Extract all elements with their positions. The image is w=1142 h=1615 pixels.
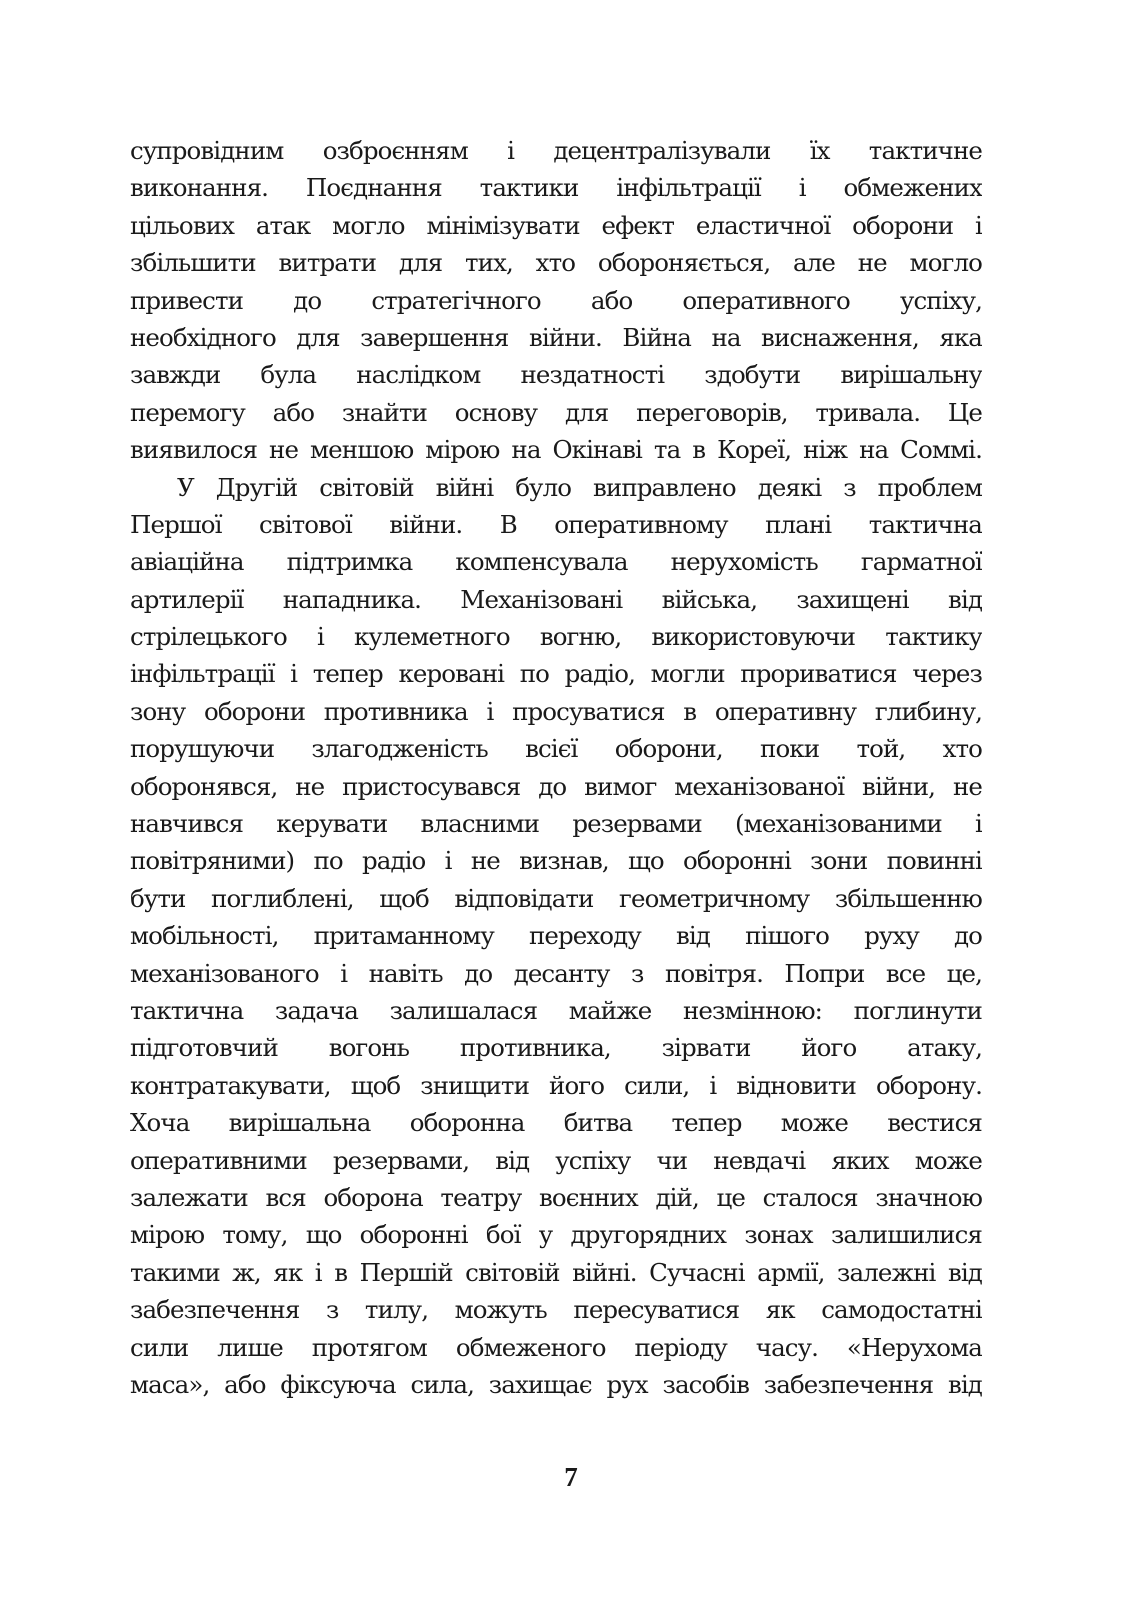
paragraph-2: [130, 469, 982, 1404]
text-line: залежати вся оборона театру воєнних дій, це сталося значною: [130, 1182, 982, 1212]
page-number: 7: [564, 1462, 578, 1492]
text-line: артилерії нападника. Механізовані війська, захищені від: [130, 584, 982, 614]
text-line: завжди була наслідком нездатності здобути вирішальну: [130, 360, 982, 390]
text-line: Першої світової війни. В оперативному плані тактична: [130, 509, 982, 539]
text-line: забезпечення з тилу, можуть пересуватися як самодостатні: [130, 1295, 982, 1325]
text-line: механізованого і навіть до десанту з повітря. Попри все це,: [130, 958, 982, 988]
text-line: цільових атак могло мінімізувати ефект еластичної оборони і: [130, 210, 982, 240]
text-line: виявилося не меншою мірою на Окінаві та в Кореї, ніж на Соммі.: [130, 435, 982, 465]
text-line: повітряними) по радіо і не визнав, що оборонні зони повинні: [130, 846, 982, 876]
text-line: оперативними резервами, від успіху чи невдачі яких може: [130, 1145, 982, 1175]
text-line: такими ж, як і в Першій світовій війні. Сучасні армії, залежні від: [130, 1257, 982, 1287]
text-line: маса», або фіксуюча сила, захищає рух засобів забезпечення від: [130, 1369, 982, 1399]
paragraph-1: [130, 132, 982, 469]
text-line: бути поглиблені, щоб відповідати геометричному збільшенню: [130, 883, 982, 913]
text-line: контратакувати, щоб знищити його сили, і відновити оборону.: [130, 1070, 982, 1100]
text-line: сили лише протягом обмеженого періоду часу. «Нерухома: [130, 1332, 982, 1362]
body-text: [130, 132, 982, 1403]
text-line: оборонявся, не пристосувався до вимог механізованої війни, не: [130, 771, 982, 801]
text-line: збільшити витрати для тих, хто обороняється, але не могло: [130, 248, 982, 278]
text-line: мірою тому, що оборонні бої у другорядних зонах залишилися: [130, 1220, 982, 1250]
text-line: виконання. Поєднання тактики інфільтрації і обмежених: [130, 173, 982, 203]
text-line: необхідного для завершення війни. Війна на виснаження, яка: [130, 322, 982, 352]
text-line: стрілецького і кулеметного вогню, використовуючи тактику: [130, 622, 982, 652]
text-line: інфільтрації і тепер керовані по радіо, могли прориватися через: [130, 659, 982, 689]
text-line: підготовчий вогонь противника, зірвати його атаку,: [130, 1033, 982, 1063]
text-line: У Другій світовій війні було виправлено деякі з проблем: [177, 472, 982, 502]
text-line: тактична задача залишалася майже незмінною: поглинути: [130, 995, 982, 1025]
text-line: Хоча вирішальна оборонна битва тепер може вестися: [130, 1108, 982, 1138]
text-line: навчився керувати власними резервами (механізованими і: [130, 809, 982, 839]
text-line: авіаційна підтримка компенсувала нерухомість гарматної: [130, 547, 982, 577]
text-line: порушуючи злагодженість всієї оборони, поки той, хто: [130, 734, 982, 764]
text-line: мобільності, притаманному переходу від пішого руху до: [130, 921, 982, 951]
text-line: зону оборони противника і просуватися в оперативну глибину,: [130, 696, 982, 726]
text-line: супровідним озброєнням і децентралізували їх тактичне: [130, 136, 982, 165]
text-line: перемогу або знайти основу для переговорів, тривала. Це: [130, 397, 982, 427]
text-line: привести до стратегічного або оперативного успіху,: [130, 285, 982, 315]
